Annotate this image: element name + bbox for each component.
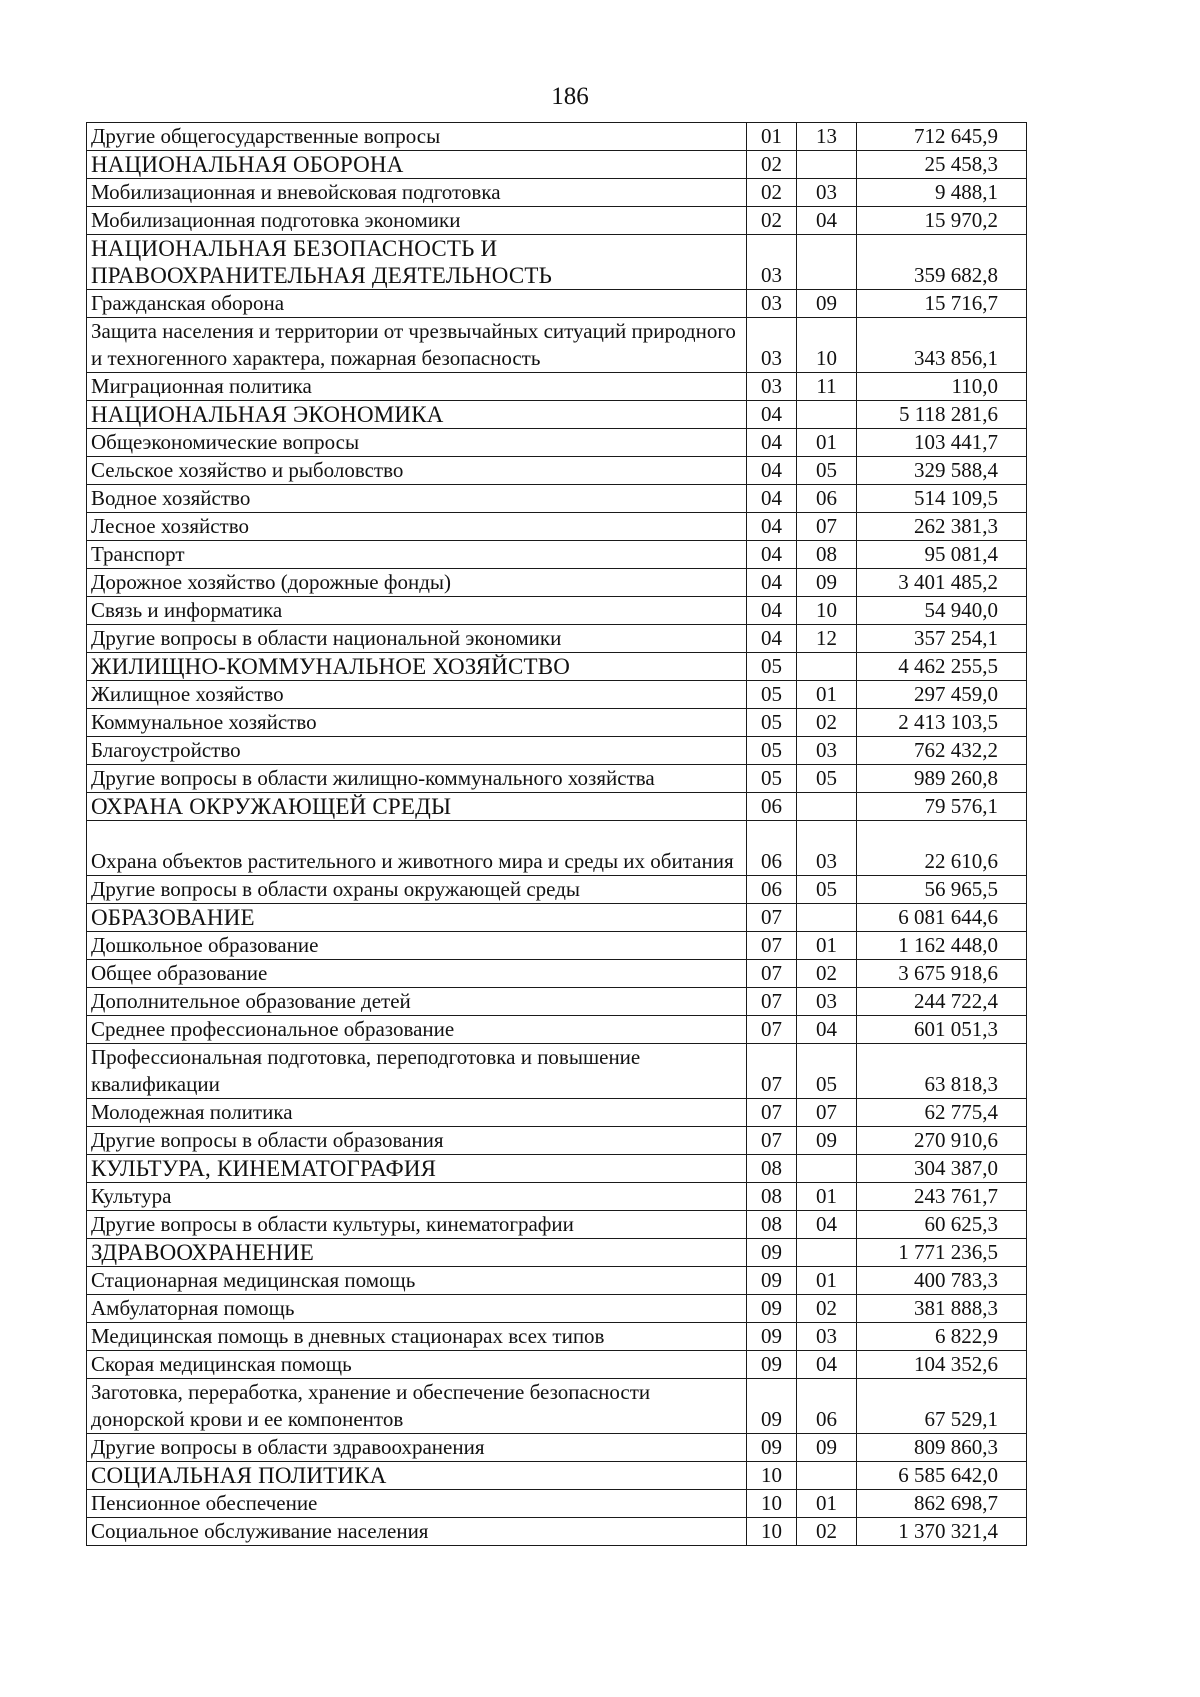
- table-row: [87, 1434, 1027, 1462]
- section-code-cell: 01: [747, 123, 797, 151]
- section-code-cell: 05: [747, 709, 797, 737]
- section-code-cell: 04: [747, 597, 797, 625]
- table-row: [87, 737, 1027, 765]
- subsection-code-cell: 06: [797, 1379, 857, 1434]
- section-code-cell: 07: [747, 932, 797, 960]
- expense-name-cell: Амбулаторная помощь: [87, 1295, 747, 1323]
- subsection-code-cell: 05: [797, 876, 857, 904]
- expense-name-cell: Коммунальное хозяйство: [87, 709, 747, 737]
- subsection-code-cell: [797, 793, 857, 821]
- expense-name-cell: СОЦИАЛЬНАЯ ПОЛИТИКА: [87, 1462, 747, 1490]
- expense-name-cell: Водное хозяйство: [87, 485, 747, 513]
- table-row: [87, 1183, 1027, 1211]
- subsection-code-cell: 10: [797, 318, 857, 373]
- expense-name-cell: Культура: [87, 1183, 747, 1211]
- table-row: [87, 1044, 1027, 1099]
- subsection-code-cell: [797, 653, 857, 681]
- expense-name-cell: Охрана объектов растительного и животного мира и среды их обитания: [87, 821, 747, 876]
- amount-cell: 989 260,8: [857, 765, 1027, 793]
- section-code-cell: 09: [747, 1351, 797, 1379]
- amount-cell: 243 761,7: [857, 1183, 1027, 1211]
- expense-name-cell: Скорая медицинская помощь: [87, 1351, 747, 1379]
- section-code-cell: 03: [747, 290, 797, 318]
- expense-name-cell: Стационарная медицинская помощь: [87, 1267, 747, 1295]
- table-row: [87, 876, 1027, 904]
- subsection-code-cell: 10: [797, 597, 857, 625]
- amount-cell: 25 458,3: [857, 151, 1027, 179]
- amount-cell: 6 081 644,6: [857, 904, 1027, 932]
- section-code-cell: 02: [747, 151, 797, 179]
- page-number: 186: [551, 83, 589, 110]
- subsection-code-cell: 01: [797, 1183, 857, 1211]
- subsection-code-cell: 04: [797, 1351, 857, 1379]
- subsection-code-cell: [797, 235, 857, 290]
- table-row: [87, 1099, 1027, 1127]
- table-row: [87, 318, 1027, 373]
- subsection-code-cell: [797, 904, 857, 932]
- expense-name-cell: Благоустройство: [87, 737, 747, 765]
- subsection-code-cell: 04: [797, 1211, 857, 1239]
- amount-cell: 270 910,6: [857, 1127, 1027, 1155]
- subsection-code-cell: 07: [797, 1099, 857, 1127]
- amount-cell: 6 822,9: [857, 1323, 1027, 1351]
- subsection-code-cell: 01: [797, 1267, 857, 1295]
- table-row: [87, 1323, 1027, 1351]
- table-row: [87, 1267, 1027, 1295]
- amount-cell: 54 940,0: [857, 597, 1027, 625]
- subsection-code-cell: 02: [797, 1518, 857, 1546]
- section-row: [87, 904, 1027, 932]
- section-code-cell: 07: [747, 1127, 797, 1155]
- expense-name-cell: КУЛЬТУРА, КИНЕМАТОГРАФИЯ: [87, 1155, 747, 1183]
- amount-cell: 359 682,8: [857, 235, 1027, 290]
- subsection-code-cell: 09: [797, 1127, 857, 1155]
- section-code-cell: 04: [747, 625, 797, 653]
- section-code-cell: 09: [747, 1267, 797, 1295]
- amount-cell: 104 352,6: [857, 1351, 1027, 1379]
- amount-cell: 3 675 918,6: [857, 960, 1027, 988]
- section-code-cell: 06: [747, 821, 797, 876]
- section-code-cell: 09: [747, 1379, 797, 1434]
- expense-name-cell: Другие вопросы в области здравоохранения: [87, 1434, 747, 1462]
- subsection-code-cell: [797, 1462, 857, 1490]
- amount-cell: 262 381,3: [857, 513, 1027, 541]
- subsection-code-cell: 01: [797, 681, 857, 709]
- table-row: [87, 290, 1027, 318]
- expense-name-cell: Другие общегосударственные вопросы: [87, 123, 747, 151]
- section-code-cell: 03: [747, 235, 797, 290]
- table-row: [87, 179, 1027, 207]
- section-code-cell: 07: [747, 1044, 797, 1099]
- table-row: [87, 1211, 1027, 1239]
- section-code-cell: 09: [747, 1323, 797, 1351]
- section-code-cell: 05: [747, 765, 797, 793]
- section-row: [87, 793, 1027, 821]
- table-row: [87, 429, 1027, 457]
- table-row: [87, 681, 1027, 709]
- section-code-cell: 10: [747, 1518, 797, 1546]
- expense-name-cell: Социальное обслуживание населения: [87, 1518, 747, 1546]
- amount-cell: 15 970,2: [857, 207, 1027, 235]
- section-code-cell: 07: [747, 1099, 797, 1127]
- amount-cell: 297 459,0: [857, 681, 1027, 709]
- section-code-cell: 04: [747, 513, 797, 541]
- section-row: [87, 1155, 1027, 1183]
- section-code-cell: 06: [747, 876, 797, 904]
- section-code-cell: 04: [747, 485, 797, 513]
- subsection-code-cell: 06: [797, 485, 857, 513]
- section-code-cell: 07: [747, 960, 797, 988]
- subsection-code-cell: [797, 401, 857, 429]
- amount-cell: 63 818,3: [857, 1044, 1027, 1099]
- subsection-code-cell: 09: [797, 1434, 857, 1462]
- section-row: [87, 235, 1027, 290]
- subsection-code-cell: [797, 1239, 857, 1267]
- section-code-cell: 10: [747, 1490, 797, 1518]
- subsection-code-cell: 05: [797, 765, 857, 793]
- expense-name-cell: ОХРАНА ОКРУЖАЮЩЕЙ СРЕДЫ: [87, 793, 747, 821]
- subsection-code-cell: 03: [797, 988, 857, 1016]
- subsection-code-cell: 01: [797, 932, 857, 960]
- amount-cell: 110,0: [857, 373, 1027, 401]
- table-row: [87, 373, 1027, 401]
- section-code-cell: 07: [747, 988, 797, 1016]
- section-code-cell: 06: [747, 793, 797, 821]
- amount-cell: 5 118 281,6: [857, 401, 1027, 429]
- budget-table: [86, 122, 1027, 1546]
- section-row: [87, 401, 1027, 429]
- expense-name-cell: Другие вопросы в области образования: [87, 1127, 747, 1155]
- amount-cell: 809 860,3: [857, 1434, 1027, 1462]
- amount-cell: 601 051,3: [857, 1016, 1027, 1044]
- expense-name-cell: Молодежная политика: [87, 1099, 747, 1127]
- section-code-cell: 03: [747, 318, 797, 373]
- table-row: [87, 821, 1027, 876]
- section-code-cell: 04: [747, 541, 797, 569]
- expense-name-cell: Среднее профессиональное образование: [87, 1016, 747, 1044]
- amount-cell: 400 783,3: [857, 1267, 1027, 1295]
- subsection-code-cell: 13: [797, 123, 857, 151]
- subsection-code-cell: 03: [797, 821, 857, 876]
- section-code-cell: 10: [747, 1462, 797, 1490]
- expense-name-cell: Связь и информатика: [87, 597, 747, 625]
- subsection-code-cell: 04: [797, 1016, 857, 1044]
- table-row: [87, 1351, 1027, 1379]
- amount-cell: 762 432,2: [857, 737, 1027, 765]
- subsection-code-cell: 07: [797, 513, 857, 541]
- table-row: [87, 932, 1027, 960]
- subsection-code-cell: 11: [797, 373, 857, 401]
- expense-name-cell: Мобилизационная и вневойсковая подготовка: [87, 179, 747, 207]
- table-row: [87, 1490, 1027, 1518]
- table-row: [87, 207, 1027, 235]
- table-row: [87, 597, 1027, 625]
- amount-cell: 67 529,1: [857, 1379, 1027, 1434]
- expense-name-cell: Мобилизационная подготовка экономики: [87, 207, 747, 235]
- expense-name-cell: НАЦИОНАЛЬНАЯ ЭКОНОМИКА: [87, 401, 747, 429]
- expense-name-cell: НАЦИОНАЛЬНАЯ БЕЗОПАСНОСТЬ И ПРАВООХРАНИТЕЛЬНАЯ ДЕЯТЕЛЬНОСТЬ: [87, 235, 747, 290]
- section-code-cell: 05: [747, 653, 797, 681]
- expense-name-cell: Медицинская помощь в дневных стационарах всех типов: [87, 1323, 747, 1351]
- amount-cell: 357 254,1: [857, 625, 1027, 653]
- amount-cell: 103 441,7: [857, 429, 1027, 457]
- amount-cell: 1 162 448,0: [857, 932, 1027, 960]
- amount-cell: 1 370 321,4: [857, 1518, 1027, 1546]
- expense-name-cell: Общеэкономические вопросы: [87, 429, 747, 457]
- section-code-cell: 08: [747, 1183, 797, 1211]
- table-row: [87, 457, 1027, 485]
- table-row: [87, 569, 1027, 597]
- section-code-cell: 08: [747, 1155, 797, 1183]
- section-code-cell: 09: [747, 1434, 797, 1462]
- section-row: [87, 151, 1027, 179]
- subsection-code-cell: [797, 1155, 857, 1183]
- expense-name-cell: ОБРАЗОВАНИЕ: [87, 904, 747, 932]
- table-row: [87, 1518, 1027, 1546]
- amount-cell: 9 488,1: [857, 179, 1027, 207]
- amount-cell: 3 401 485,2: [857, 569, 1027, 597]
- section-code-cell: 07: [747, 904, 797, 932]
- expense-name-cell: НАЦИОНАЛЬНАЯ ОБОРОНА: [87, 151, 747, 179]
- amount-cell: 6 585 642,0: [857, 1462, 1027, 1490]
- section-row: [87, 1462, 1027, 1490]
- subsection-code-cell: 04: [797, 207, 857, 235]
- amount-cell: 15 716,7: [857, 290, 1027, 318]
- subsection-code-cell: 05: [797, 1044, 857, 1099]
- expense-name-cell: Лесное хозяйство: [87, 513, 747, 541]
- section-code-cell: 03: [747, 373, 797, 401]
- table-row: [87, 1127, 1027, 1155]
- section-row: [87, 1239, 1027, 1267]
- section-code-cell: 04: [747, 401, 797, 429]
- amount-cell: 329 588,4: [857, 457, 1027, 485]
- expense-name-cell: Защита населения и территории от чрезвычайных ситуаций природного и техногенного характера, пожарная безопасность: [87, 318, 747, 373]
- expense-name-cell: Другие вопросы в области охраны окружающей среды: [87, 876, 747, 904]
- section-code-cell: 08: [747, 1211, 797, 1239]
- amount-cell: 56 965,5: [857, 876, 1027, 904]
- section-code-cell: 05: [747, 737, 797, 765]
- subsection-code-cell: 01: [797, 1490, 857, 1518]
- amount-cell: 381 888,3: [857, 1295, 1027, 1323]
- subsection-code-cell: 09: [797, 569, 857, 597]
- amount-cell: 4 462 255,5: [857, 653, 1027, 681]
- amount-cell: 244 722,4: [857, 988, 1027, 1016]
- section-row: [87, 653, 1027, 681]
- amount-cell: 862 698,7: [857, 1490, 1027, 1518]
- expense-name-cell: Другие вопросы в области культуры, кинематографии: [87, 1211, 747, 1239]
- subsection-code-cell: 03: [797, 737, 857, 765]
- table-row: [87, 625, 1027, 653]
- expense-name-cell: Дошкольное образование: [87, 932, 747, 960]
- expense-name-cell: Гражданская оборона: [87, 290, 747, 318]
- amount-cell: 514 109,5: [857, 485, 1027, 513]
- expense-name-cell: Профессиональная подготовка, переподготовка и повышение квалификации: [87, 1044, 747, 1099]
- section-code-cell: 02: [747, 207, 797, 235]
- expense-name-cell: Другие вопросы в области национальной экономики: [87, 625, 747, 653]
- subsection-code-cell: 03: [797, 1323, 857, 1351]
- amount-cell: 79 576,1: [857, 793, 1027, 821]
- subsection-code-cell: 09: [797, 290, 857, 318]
- amount-cell: 343 856,1: [857, 318, 1027, 373]
- section-code-cell: 07: [747, 1016, 797, 1044]
- section-code-cell: 04: [747, 457, 797, 485]
- budget-table-body: [87, 123, 1027, 1546]
- table-row: [87, 988, 1027, 1016]
- amount-cell: 1 771 236,5: [857, 1239, 1027, 1267]
- subsection-code-cell: [797, 151, 857, 179]
- subsection-code-cell: 08: [797, 541, 857, 569]
- subsection-code-cell: 02: [797, 960, 857, 988]
- expense-name-cell: Дорожное хозяйство (дорожные фонды): [87, 569, 747, 597]
- subsection-code-cell: 03: [797, 179, 857, 207]
- expense-name-cell: Общее образование: [87, 960, 747, 988]
- section-code-cell: 04: [747, 429, 797, 457]
- subsection-code-cell: 05: [797, 457, 857, 485]
- amount-cell: 60 625,3: [857, 1211, 1027, 1239]
- amount-cell: 2 413 103,5: [857, 709, 1027, 737]
- amount-cell: 22 610,6: [857, 821, 1027, 876]
- expense-name-cell: Миграционная политика: [87, 373, 747, 401]
- expense-name-cell: Пенсионное обеспечение: [87, 1490, 747, 1518]
- table-row: [87, 1295, 1027, 1323]
- subsection-code-cell: 02: [797, 1295, 857, 1323]
- expense-name-cell: ЗДРАВООХРАНЕНИЕ: [87, 1239, 747, 1267]
- table-row: [87, 485, 1027, 513]
- expense-name-cell: Дополнительное образование детей: [87, 988, 747, 1016]
- table-row: [87, 1379, 1027, 1434]
- expense-name-cell: Сельское хозяйство и рыболовство: [87, 457, 747, 485]
- subsection-code-cell: 01: [797, 429, 857, 457]
- amount-cell: 712 645,9: [857, 123, 1027, 151]
- section-code-cell: 09: [747, 1295, 797, 1323]
- amount-cell: 95 081,4: [857, 541, 1027, 569]
- table-row: [87, 1016, 1027, 1044]
- expense-name-cell: ЖИЛИЩНО-КОММУНАЛЬНОЕ ХОЗЯЙСТВО: [87, 653, 747, 681]
- section-code-cell: 04: [747, 569, 797, 597]
- section-code-cell: 05: [747, 681, 797, 709]
- expense-name-cell: Заготовка, переработка, хранение и обеспечение безопасности донорской крови и ее компонентов: [87, 1379, 747, 1434]
- amount-cell: 304 387,0: [857, 1155, 1027, 1183]
- table-row: [87, 541, 1027, 569]
- amount-cell: 62 775,4: [857, 1099, 1027, 1127]
- table-row: [87, 960, 1027, 988]
- table-row: [87, 709, 1027, 737]
- table-row: [87, 513, 1027, 541]
- expense-name-cell: Жилищное хозяйство: [87, 681, 747, 709]
- subsection-code-cell: 02: [797, 709, 857, 737]
- table-row: [87, 765, 1027, 793]
- expense-name-cell: Другие вопросы в области жилищно-коммунального хозяйства: [87, 765, 747, 793]
- section-code-cell: 09: [747, 1239, 797, 1267]
- subsection-code-cell: 12: [797, 625, 857, 653]
- expense-name-cell: Транспорт: [87, 541, 747, 569]
- section-code-cell: 02: [747, 179, 797, 207]
- table-row: [87, 123, 1027, 151]
